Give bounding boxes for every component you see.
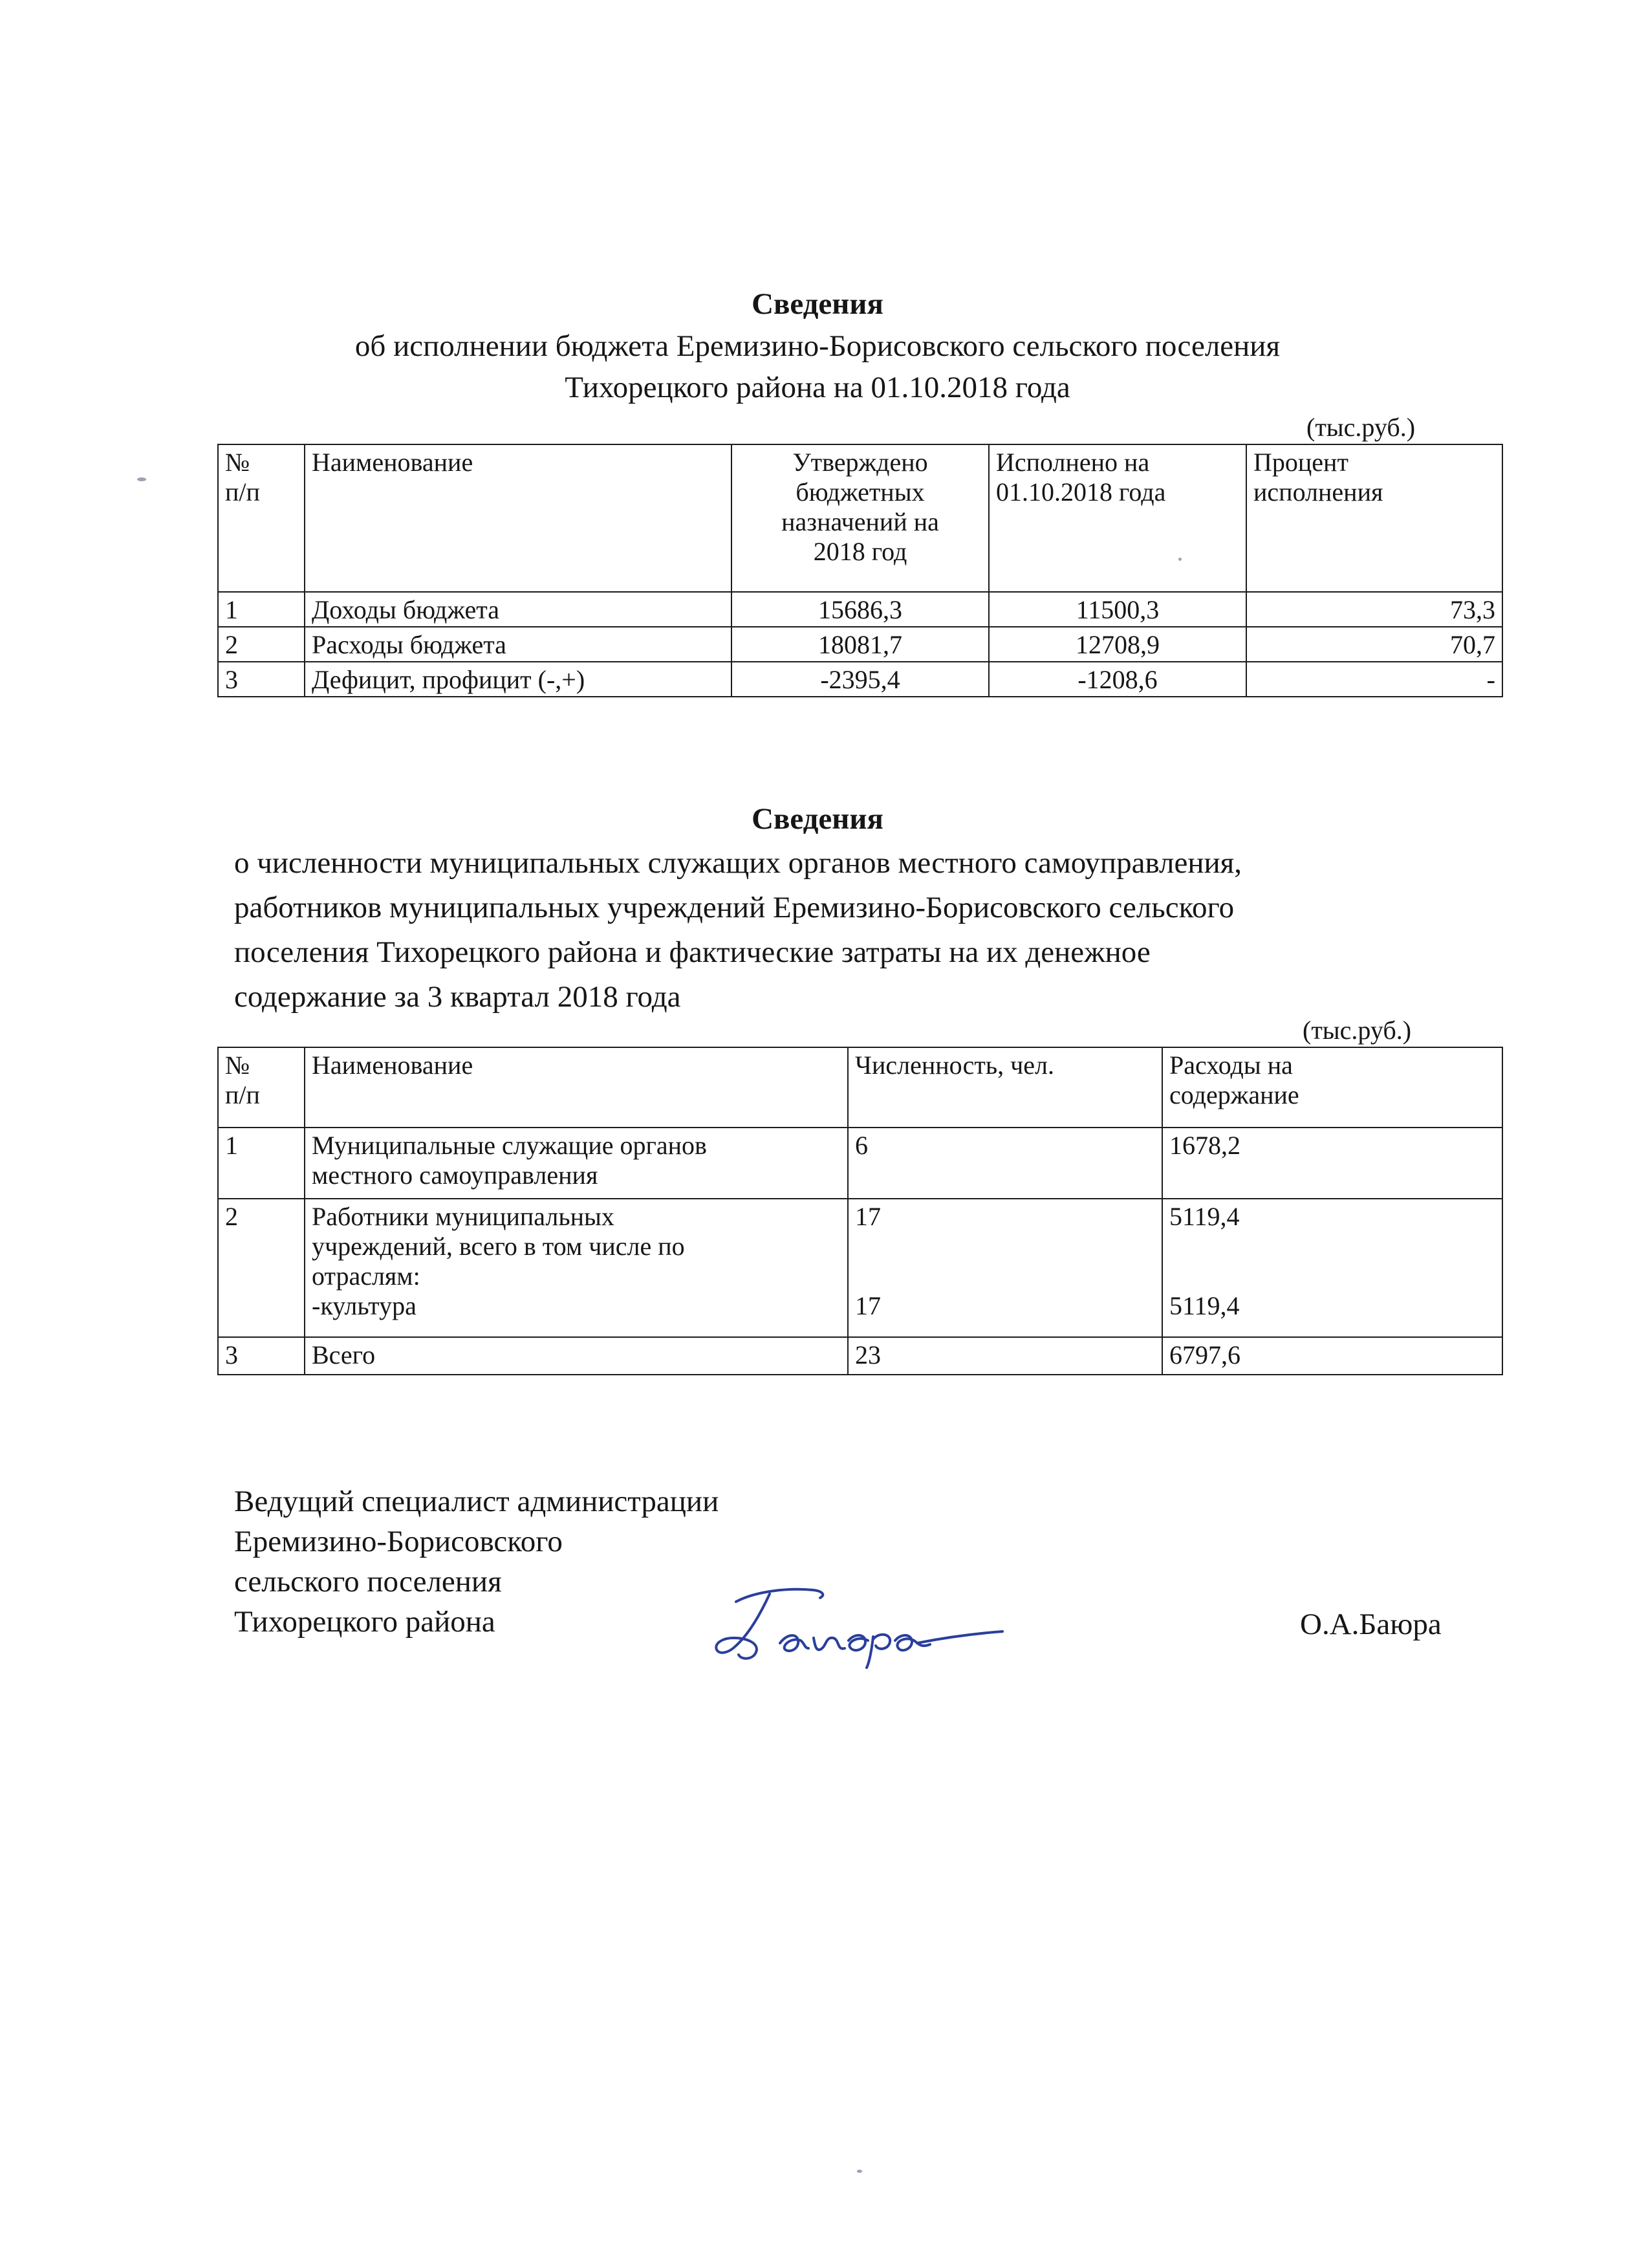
section2-description bbox=[234, 841, 1515, 1020]
row-name-line: отраслям: bbox=[312, 1261, 420, 1291]
row-name: Дефицит, профицит (-,+) bbox=[305, 662, 731, 697]
col-header-approved-line2: бюджетных bbox=[796, 477, 925, 507]
row-name bbox=[305, 1199, 848, 1337]
col-header-num-line2: п/п bbox=[225, 477, 260, 507]
row-percent: 73,3 bbox=[1246, 592, 1502, 627]
signatory-line2: Еремизино-Борисовского bbox=[234, 1525, 563, 1558]
section2-units: (тыс.руб.) bbox=[1303, 1016, 1412, 1045]
col-header-percent-line2: исполнения bbox=[1253, 477, 1383, 507]
col-header-count: Численность, чел. bbox=[848, 1047, 1162, 1128]
row-executed: -1208,6 bbox=[989, 662, 1246, 697]
row-name: Всего bbox=[305, 1337, 848, 1375]
col-header-executed-line2: 01.10.2018 года bbox=[996, 477, 1166, 507]
col-header-name: Наименование bbox=[305, 1047, 848, 1128]
row-count-culture: 17 bbox=[855, 1291, 881, 1320]
table-row bbox=[218, 1199, 1502, 1337]
row-expenses bbox=[1162, 1199, 1502, 1337]
row-count: 6 bbox=[848, 1128, 1162, 1199]
row-name-line: Муниципальные служащие органов bbox=[312, 1131, 707, 1160]
section1-subtitle-line2: Тихорецкого района на 01.10.2018 года bbox=[565, 371, 1070, 404]
row-name-line: Работники муниципальных bbox=[312, 1202, 614, 1231]
section2-text-line4: содержание за 3 квартал 2018 года bbox=[234, 980, 681, 1014]
table-row bbox=[218, 592, 1502, 627]
signatory-line3: сельского поселения bbox=[234, 1565, 502, 1598]
row-num: 2 bbox=[218, 1199, 305, 1337]
row-percent: 70,7 bbox=[1246, 627, 1502, 662]
signatory-line1: Ведущий специалист администрации bbox=[234, 1485, 719, 1518]
col-header-expenses bbox=[1162, 1047, 1502, 1128]
col-header-num bbox=[218, 1047, 305, 1128]
row-count: 23 bbox=[848, 1337, 1162, 1375]
row-num: 3 bbox=[218, 1337, 305, 1375]
section2-text-line2: работников муниципальных учреждений Еремизино-Борисовского сельского bbox=[234, 891, 1235, 924]
col-header-num-line2: п/п bbox=[225, 1080, 260, 1109]
col-header-num bbox=[218, 444, 305, 592]
col-header-approved-line4: 2018 год bbox=[813, 537, 907, 566]
row-name bbox=[305, 1128, 848, 1199]
row-num: 1 bbox=[218, 1128, 305, 1199]
row-count bbox=[848, 1199, 1162, 1337]
budget-table bbox=[217, 444, 1503, 697]
row-count-total: 17 bbox=[855, 1202, 881, 1231]
table-row bbox=[218, 627, 1502, 662]
scan-speck bbox=[857, 2170, 862, 2173]
section1-subtitle-line1: об исполнении бюджета Еремизино-Борисовского сельского поселения bbox=[354, 329, 1281, 363]
row-approved: -2395,4 bbox=[731, 662, 989, 697]
signatory-name: О.А.Баюра bbox=[1300, 1608, 1442, 1641]
row-approved: 15686,3 bbox=[731, 592, 989, 627]
row-name: Расходы бюджета bbox=[305, 627, 731, 662]
col-header-approved-line1: Утверждено bbox=[792, 448, 928, 477]
row-name-line: местного самоуправления bbox=[312, 1161, 598, 1190]
budget-table-header bbox=[218, 444, 1502, 592]
row-expenses-culture: 5119,4 bbox=[1169, 1291, 1240, 1320]
col-header-num-line1: № bbox=[225, 1051, 250, 1080]
row-name-line: учреждений, всего в том числе по bbox=[312, 1232, 685, 1261]
col-header-approved bbox=[731, 444, 989, 592]
section2-text-line3: поселения Тихорецкого района и фактические затраты на их денежное bbox=[234, 935, 1151, 969]
section1-units: (тыс.руб.) bbox=[1306, 413, 1416, 442]
handwritten-signature bbox=[710, 1578, 1008, 1669]
signatory-position bbox=[234, 1481, 719, 1642]
table-row bbox=[218, 1128, 1502, 1199]
col-header-expenses-line2: содержание bbox=[1169, 1080, 1299, 1109]
row-name: Доходы бюджета bbox=[305, 592, 731, 627]
section1-title: Сведения bbox=[752, 287, 883, 321]
col-header-percent bbox=[1246, 444, 1502, 592]
row-name-line: -культура bbox=[312, 1291, 417, 1320]
row-executed: 11500,3 bbox=[989, 592, 1246, 627]
table-row bbox=[218, 662, 1502, 697]
scan-speck bbox=[1178, 558, 1182, 561]
row-percent: - bbox=[1246, 662, 1502, 697]
staff-table bbox=[217, 1047, 1503, 1375]
col-header-approved-line3: назначений на bbox=[781, 507, 939, 536]
row-num: 2 bbox=[218, 627, 305, 662]
table-row bbox=[218, 1337, 1502, 1375]
col-header-executed-line1: Исполнено на bbox=[996, 448, 1150, 477]
row-executed: 12708,9 bbox=[989, 627, 1246, 662]
row-expenses: 1678,2 bbox=[1162, 1128, 1502, 1199]
col-header-num-line1: № bbox=[225, 448, 250, 477]
scan-speck bbox=[137, 477, 146, 481]
row-expenses-total: 5119,4 bbox=[1169, 1202, 1240, 1231]
col-header-percent-line1: Процент bbox=[1253, 448, 1348, 477]
col-header-executed bbox=[989, 444, 1246, 592]
row-expenses: 6797,6 bbox=[1162, 1337, 1502, 1375]
col-header-expenses-line1: Расходы на bbox=[1169, 1051, 1293, 1080]
section2-text-line1: о численности муниципальных служащих органов местного самоуправления, bbox=[234, 846, 1242, 880]
row-approved: 18081,7 bbox=[731, 627, 989, 662]
staff-table-header bbox=[218, 1047, 1502, 1128]
col-header-name: Наименование bbox=[305, 444, 731, 592]
section2-title: Сведения bbox=[752, 802, 883, 836]
row-num: 3 bbox=[218, 662, 305, 697]
row-num: 1 bbox=[218, 592, 305, 627]
signatory-line4: Тихорецкого района bbox=[234, 1605, 495, 1639]
